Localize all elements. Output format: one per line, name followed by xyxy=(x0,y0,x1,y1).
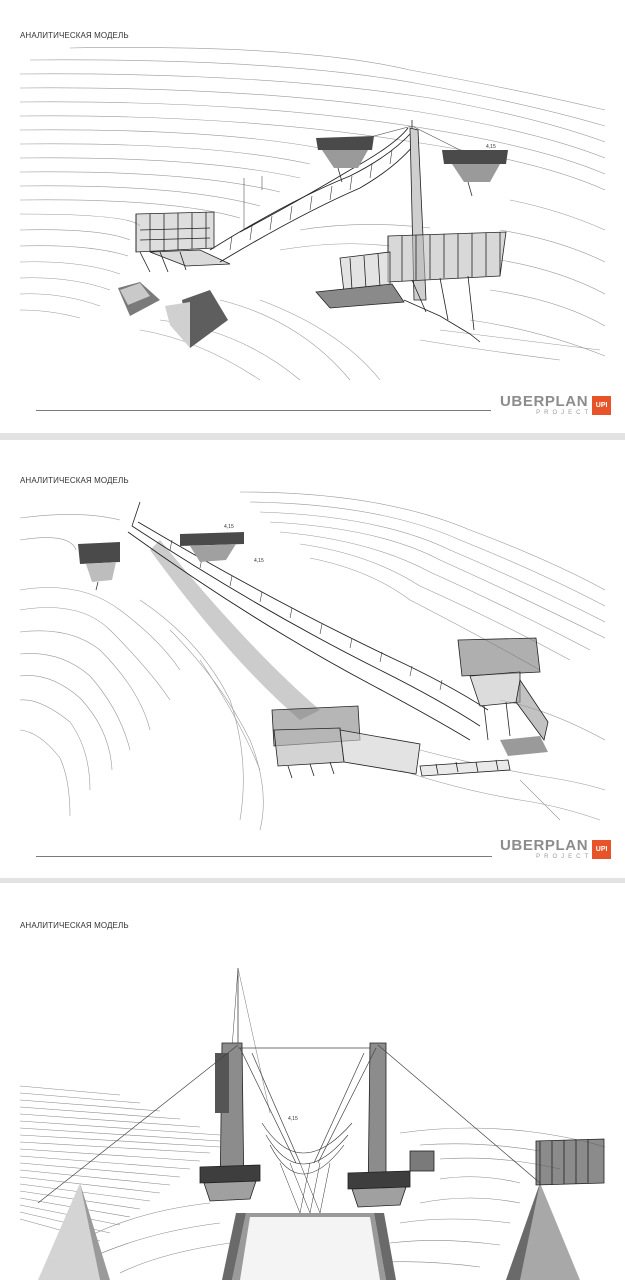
dimension-label: 4,15 xyxy=(486,144,496,150)
sheet-title: АНАЛИТИЧЕСКАЯ МОДЕЛЬ xyxy=(20,31,129,40)
sheet-3 xyxy=(0,883,625,1280)
dimension-label: 4,15 xyxy=(254,558,264,564)
sheet-title: АНАЛИТИЧЕСКАЯ МОДЕЛЬ xyxy=(20,476,129,485)
logo-name: UBERPLAN xyxy=(500,837,589,854)
bridge-model-drawing-3 xyxy=(0,883,625,1280)
logo-subtitle: PROJECT xyxy=(536,410,593,416)
sheet-2 xyxy=(0,440,625,878)
sheet-1 xyxy=(0,0,625,433)
logo-subtitle: PROJECT xyxy=(536,854,593,860)
dimension-label: 4,15 xyxy=(224,524,234,530)
dimension-label: 4,15 xyxy=(288,1116,298,1122)
uberplan-logo xyxy=(500,838,611,861)
logo-badge: UPI xyxy=(592,396,611,415)
bridge-model-drawing-1 xyxy=(0,0,625,433)
sheet-title: АНАЛИТИЧЕСКАЯ МОДЕЛЬ xyxy=(20,921,129,930)
bridge-model-drawing-2 xyxy=(0,440,625,878)
logo-name: UBERPLAN xyxy=(500,393,589,410)
uberplan-logo xyxy=(500,394,611,417)
logo-badge: UPI xyxy=(592,840,611,859)
footer-rule xyxy=(36,856,492,857)
footer-rule xyxy=(36,410,491,411)
